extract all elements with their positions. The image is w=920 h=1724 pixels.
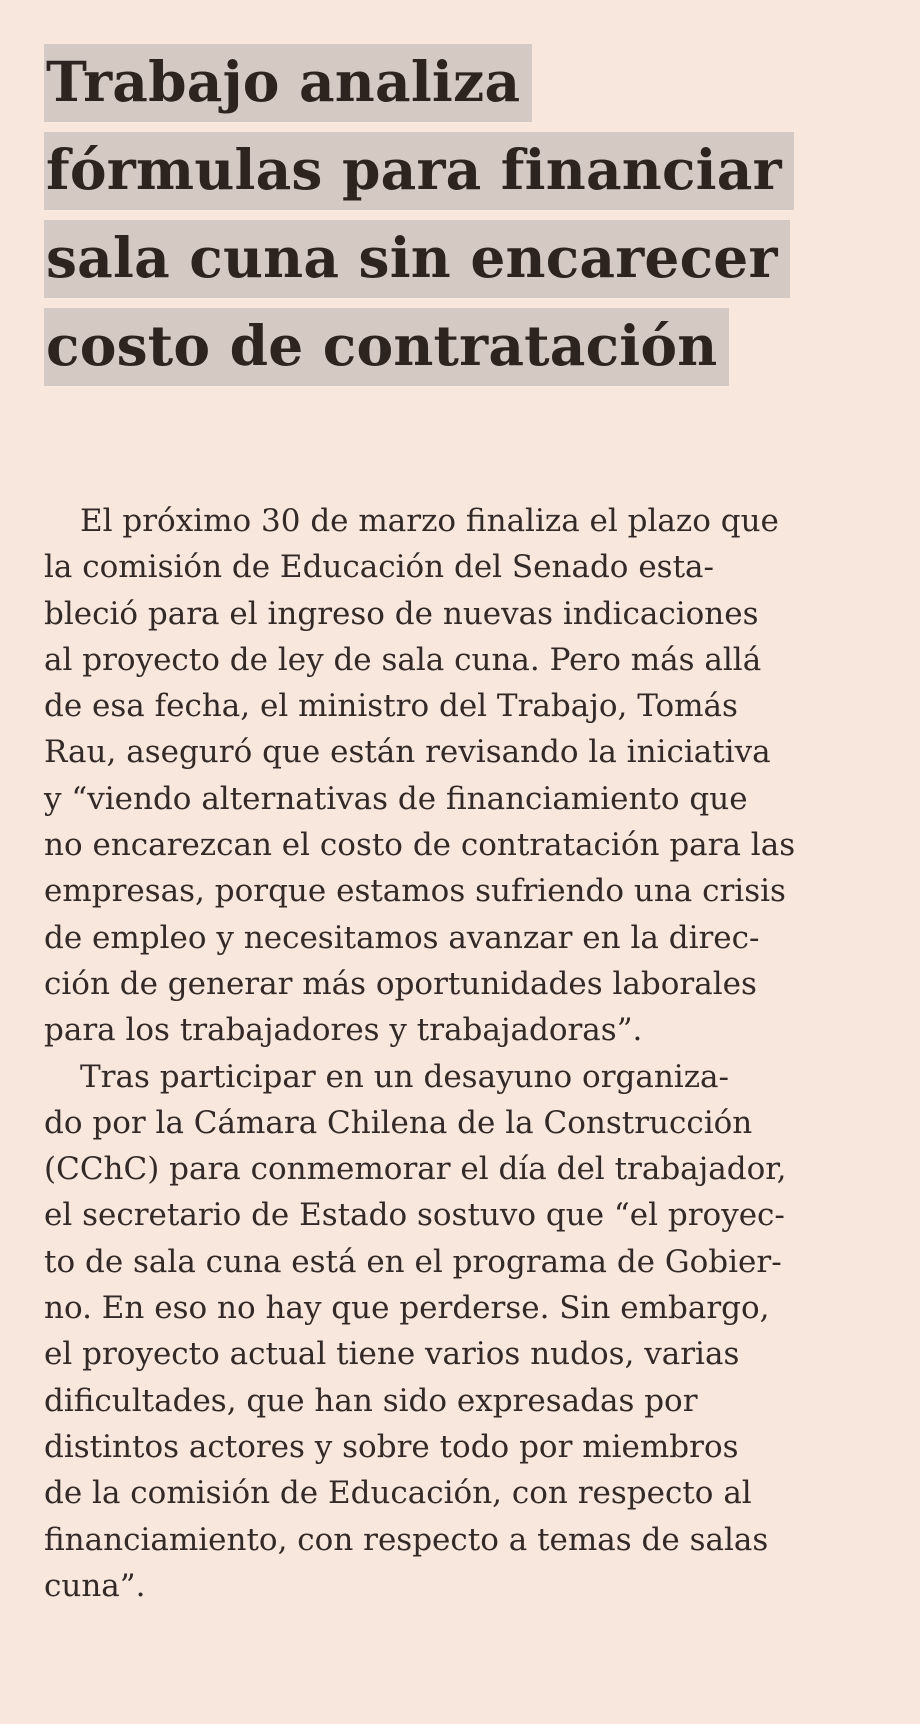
paragraph-line: do por la Cámara Chilena de la Construcción bbox=[44, 1104, 753, 1141]
headline-line bbox=[44, 220, 904, 308]
paragraph-line: El próximo 30 de marzo finaliza el plazo que bbox=[80, 503, 779, 539]
headline-line bbox=[44, 132, 904, 220]
paragraph-line: ción de generar más oportunidades laborales bbox=[44, 965, 757, 1002]
paragraph-line: el proyecto actual tiene varios nudos, varias bbox=[44, 1336, 740, 1373]
headline-text: fórmulas para financiar bbox=[44, 132, 794, 210]
paragraph-line: dificultades, que han sido expresadas por bbox=[44, 1382, 698, 1419]
headline bbox=[44, 44, 904, 396]
paragraph-line: para los trabajadores y trabajadoras”. bbox=[44, 1012, 643, 1049]
headline-line bbox=[44, 44, 904, 132]
paragraph-line: y “viendo alternativas de financiamiento que bbox=[44, 780, 748, 817]
paragraph-line: el secretario de Estado sostuvo que “el proyec- bbox=[44, 1197, 785, 1234]
paragraph-line: Tras participar en un desayuno organiza- bbox=[80, 1058, 730, 1095]
headline-text: sala cuna sin encarecer bbox=[44, 220, 790, 298]
headline-text: costo de contratación bbox=[44, 308, 729, 386]
paragraph-line: (CChC) para conmemorar el día del trabajador, bbox=[44, 1151, 787, 1188]
paragraph-line: empresas, porque estamos sufriendo una crisis bbox=[44, 873, 786, 910]
paragraph-line: la comisión de Educación del Senado esta- bbox=[44, 549, 714, 586]
paragraph-line: bleció para el ingreso de nuevas indicaciones bbox=[44, 595, 759, 632]
paragraph-line: distintos actores y sobre todo por miembros bbox=[44, 1428, 739, 1465]
paragraph-line: cuna”. bbox=[44, 1567, 146, 1604]
paragraph-line: de la comisión de Educación, con respecto al bbox=[44, 1475, 752, 1512]
paragraph-line: de empleo y necesitamos avanzar en la direc- bbox=[44, 919, 760, 956]
article-body bbox=[44, 498, 884, 1609]
paragraph-line: Rau, aseguró que están revisando la iniciativa bbox=[44, 734, 771, 771]
paragraph-line: no. En eso no hay que perderse. Sin embargo, bbox=[44, 1290, 770, 1327]
paragraph-line: de esa fecha, el ministro del Trabajo, Tomás bbox=[44, 688, 738, 725]
paragraph-line: al proyecto de ley de sala cuna. Pero más allá bbox=[44, 641, 762, 678]
paragraph-line: no encarezcan el costo de contratación para las bbox=[44, 827, 796, 864]
headline-text: Trabajo analiza bbox=[44, 44, 532, 122]
paragraph-line: to de sala cuna está en el programa de Gobier- bbox=[44, 1243, 782, 1280]
paragraph-line: financiamiento, con respecto a temas de salas bbox=[44, 1521, 769, 1558]
headline-line bbox=[44, 308, 904, 396]
